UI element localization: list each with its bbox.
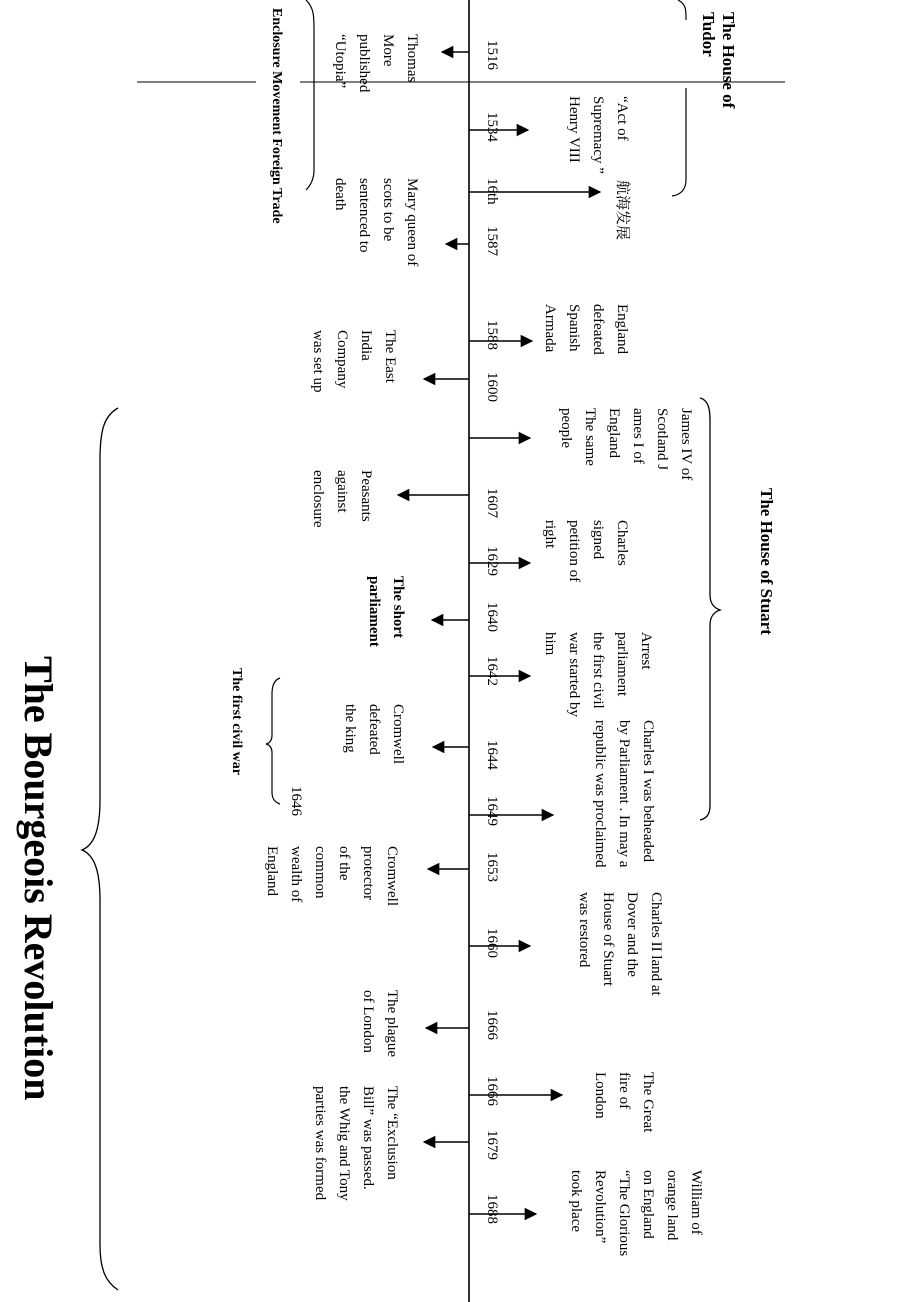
event-james: James IV of Scotland J ames I of England The same people (558, 408, 694, 481)
event-1679-exclusion: The “Exclusion Bill” was passed. the Whig and Tony parties was formed (312, 1086, 400, 1201)
year-1642: 1642 (484, 656, 500, 686)
year-16th: 16th (484, 178, 500, 205)
year-1646: 1646 (288, 786, 304, 816)
civil-war-brace (266, 678, 280, 804)
event-1607-peasants: Peasants against enclosure (310, 470, 374, 528)
year-1607: 1607 (484, 488, 500, 518)
event-1666-fire: The Great fire of London (592, 1072, 656, 1133)
year-1666-plague: 1666 (484, 1010, 500, 1040)
first-civil-war-label: The first civil war (229, 668, 244, 775)
year-1640: 1640 (484, 602, 500, 632)
event-1629-petition: Charles signed petition of right (542, 520, 630, 583)
event-1600-east-india: The East India Company was set up (310, 330, 398, 393)
tudor-brace (678, 0, 686, 20)
year-1688: 1688 (484, 1194, 500, 1224)
stuart-brace (700, 398, 720, 820)
event-1642-arrest: Arrest parliament the first civil war started by him (542, 632, 654, 717)
year-1516: 1516 (484, 40, 500, 70)
event-1534-supremacy: “Act of Supremacy ” Henry VIII (566, 96, 630, 174)
year-1534: 1534 (484, 112, 500, 142)
year-1649: 1649 (484, 796, 500, 826)
event-1649-beheaded: Charles I was beheaded by Parliament . In may a republic was proclaimed (592, 720, 656, 868)
event-1688-glorious: William of orange land on England “The Glorious Revolution” took place (568, 1170, 704, 1257)
event-1653-protector: Cromwell protector of the common wealth of England (264, 846, 400, 906)
event-1640-short-parliament: The short parliament (366, 576, 406, 647)
year-1629: 1629 (484, 546, 500, 576)
event-16th-navigation: 航海发展 (614, 180, 630, 241)
event-1588-armada: England defeated Spanish Armada (542, 304, 630, 355)
event-1516-utopia: Thomas More published “Utopia” (332, 34, 420, 93)
house-of-stuart-label: The House of Stuart (757, 488, 776, 635)
event-1660-restoration: Charles II land at Dover and the House of Stuart was restored (576, 892, 664, 996)
tudor-brace-lower (672, 88, 686, 196)
year-1587: 1587 (484, 226, 500, 256)
year-1666-fire: 1666 (484, 1076, 500, 1106)
house-of-tudor-label: The House of Tudor (699, 12, 738, 109)
enclosure-brace (306, 0, 314, 190)
event-1666-plague: The plague of London (360, 990, 400, 1058)
event-1644-cromwell: Cromwell defeated the king (342, 704, 406, 764)
diagram-title: The Bourgeois Revolution (16, 656, 61, 1101)
year-1588: 1588 (484, 320, 500, 350)
year-1644: 1644 (484, 740, 500, 770)
year-1600: 1600 (484, 372, 500, 402)
year-1653: 1653 (484, 852, 500, 882)
revolution-brace (82, 408, 118, 1290)
enclosure-movement-label: Enclosure Movement Foreign Trade (269, 8, 284, 224)
event-1587-mary: Mary queen of scots to be sentenced to death (332, 178, 420, 267)
year-1660: 1660 (484, 928, 500, 958)
year-1679: 1679 (484, 1130, 500, 1160)
